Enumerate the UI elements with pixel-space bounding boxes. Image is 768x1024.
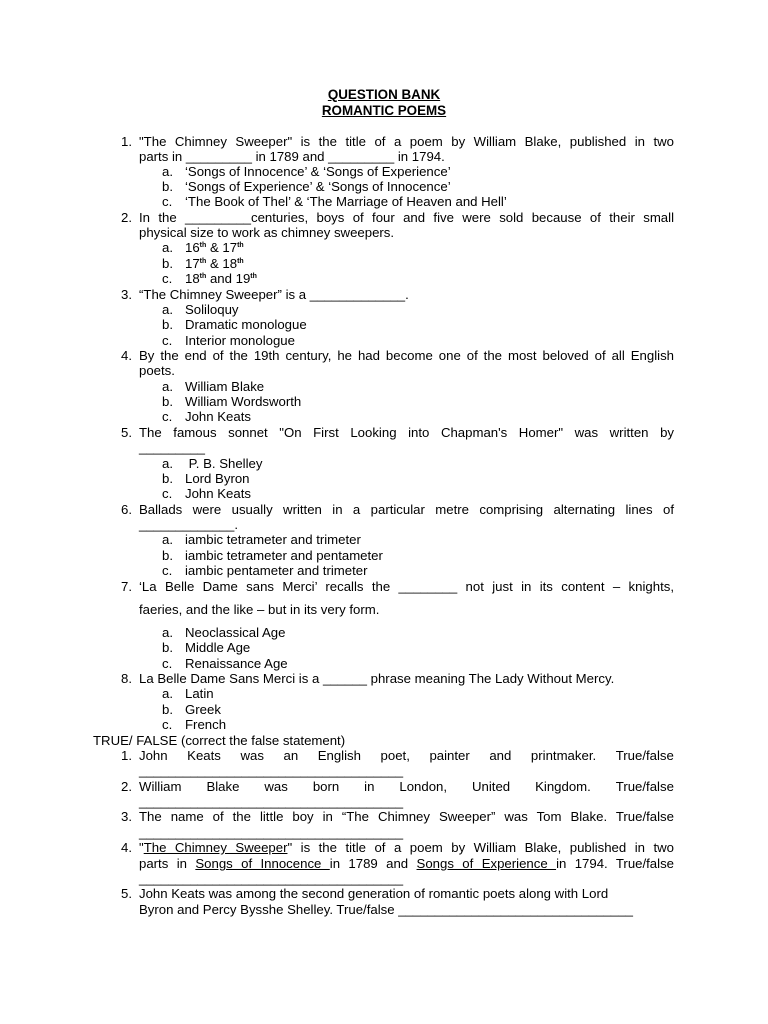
statement-text: John Keats was among the second generation of romantic poets along with Lord <box>139 886 609 901</box>
answer-blank: _____________. <box>139 517 239 532</box>
option-a: a. Neoclassical Age <box>162 625 286 640</box>
question-number: 8. <box>121 671 132 686</box>
question-number: 6. <box>121 502 132 517</box>
question-text: ‘La Belle Dame sans Merci’ recalls the ________ not just in its content – knights, <box>139 579 674 594</box>
page-subtitle: ROMANTIC POEMS <box>321 103 447 118</box>
option-c: c. ‘The Book of Thel’ & ‘The Marriage of Heaven and Hell’ <box>162 194 507 209</box>
option-a: a. P. B. Shelley <box>162 456 263 471</box>
question-text: Ballads were usually written in a particular metre comprising alternating lines of <box>139 502 674 517</box>
question-text: faeries, and the like – but in its very form. <box>139 602 380 617</box>
question-number: 4. <box>121 840 132 855</box>
option-a: a. William Blake <box>162 379 265 394</box>
question-number: 3. <box>121 287 132 302</box>
option-a: a. 16th & 17th <box>162 240 244 255</box>
option-c: c. French <box>162 717 227 732</box>
option-c: c. iambic pentameter and trimeter <box>162 563 368 578</box>
underlined-title: Songs of Innocence <box>195 856 330 871</box>
answer-blank: _________ <box>139 440 206 455</box>
option-b: b. William Wordsworth <box>162 394 302 409</box>
question-text: “The Chimney Sweeper” is a _____________. <box>139 287 409 302</box>
question-text: The famous sonnet "On First Looking into Chapman's Homer" was written by <box>139 425 674 440</box>
question-number: 2. <box>121 210 132 225</box>
statement-text: "The Chimney Sweeper" is the title of a poem by William Blake, published in two <box>139 840 674 855</box>
question-text: parts in _________ in 1789 and _________ in 1794. <box>139 149 445 164</box>
option-a: a. ‘Songs of Innocence’ & ‘Songs of Experience’ <box>162 164 451 179</box>
question-number: 3. <box>121 809 132 824</box>
statement-text: The name of the little boy in “The Chimney Sweeper” was Tom Blake. True/false <box>139 809 674 824</box>
option-b: b. iambic tetrameter and pentameter <box>162 548 383 563</box>
underlined-title: Songs of Experience <box>416 856 557 871</box>
statement-text: William Blake was born in London, United Kingdom. True/false <box>139 779 674 794</box>
option-a: a. Latin <box>162 686 214 701</box>
question-number: 5. <box>121 886 132 901</box>
option-c: c. John Keats <box>162 409 251 424</box>
question-number: 2. <box>121 779 132 794</box>
option-b: b. Lord Byron <box>162 471 250 486</box>
option-c: c. Interior monologue <box>162 333 295 348</box>
question-text: physical size to work as chimney sweepers. <box>139 225 395 240</box>
answer-blank: ____________________________________ <box>139 825 404 840</box>
option-b: b. Greek <box>162 702 221 717</box>
option-a: a. Soliloquy <box>162 302 239 317</box>
option-b: b. Middle Age <box>162 640 251 655</box>
option-c: c. 18th and 19th <box>162 271 257 286</box>
option-c: c. Renaissance Age <box>162 656 288 671</box>
question-text: By the end of the 19th century, he had become one of the most beloved of all English <box>139 348 674 363</box>
section-heading: TRUE/ FALSE (correct the false statement) <box>93 733 346 748</box>
option-b: b. 17th & 18th <box>162 256 244 271</box>
option-b: b. Dramatic monologue <box>162 317 307 332</box>
underlined-title: The Chimney Sweeper <box>143 840 288 855</box>
answer-blank: ____________________________________ <box>139 763 404 778</box>
question-number: 5. <box>121 425 132 440</box>
statement-text: parts in Songs of Innocence in 1789 and Songs of Experience in 1794. True/false <box>139 856 675 871</box>
option-c: c. John Keats <box>162 486 251 501</box>
option-b: b. ‘Songs of Experience’ & ‘Songs of Innocence’ <box>162 179 451 194</box>
answer-blank: ____________________________________ <box>139 794 404 809</box>
statement-text: John Keats was an English poet, painter and printmaker. True/false <box>139 748 674 763</box>
question-number: 7. <box>121 579 132 594</box>
answer-blank: ____________________________________ <box>139 871 404 886</box>
question-number: 1. <box>121 748 132 763</box>
option-a: a. iambic tetrameter and trimeter <box>162 532 361 547</box>
statement-text: Byron and Percy Bysshe Shelley. True/false ________________________________ <box>139 902 633 917</box>
question-text: La Belle Dame Sans Merci is a ______ phrase meaning The Lady Without Mercy. <box>139 671 615 686</box>
question-text: "The Chimney Sweeper" is the title of a poem by William Blake, published in two <box>139 134 674 149</box>
question-text: In the _________centuries, boys of four and five were sold because of their small <box>139 210 674 225</box>
question-number: 4. <box>121 348 132 363</box>
question-text: poets. <box>139 363 175 378</box>
page-title: QUESTION BANK <box>327 87 441 102</box>
question-number: 1. <box>121 134 132 149</box>
